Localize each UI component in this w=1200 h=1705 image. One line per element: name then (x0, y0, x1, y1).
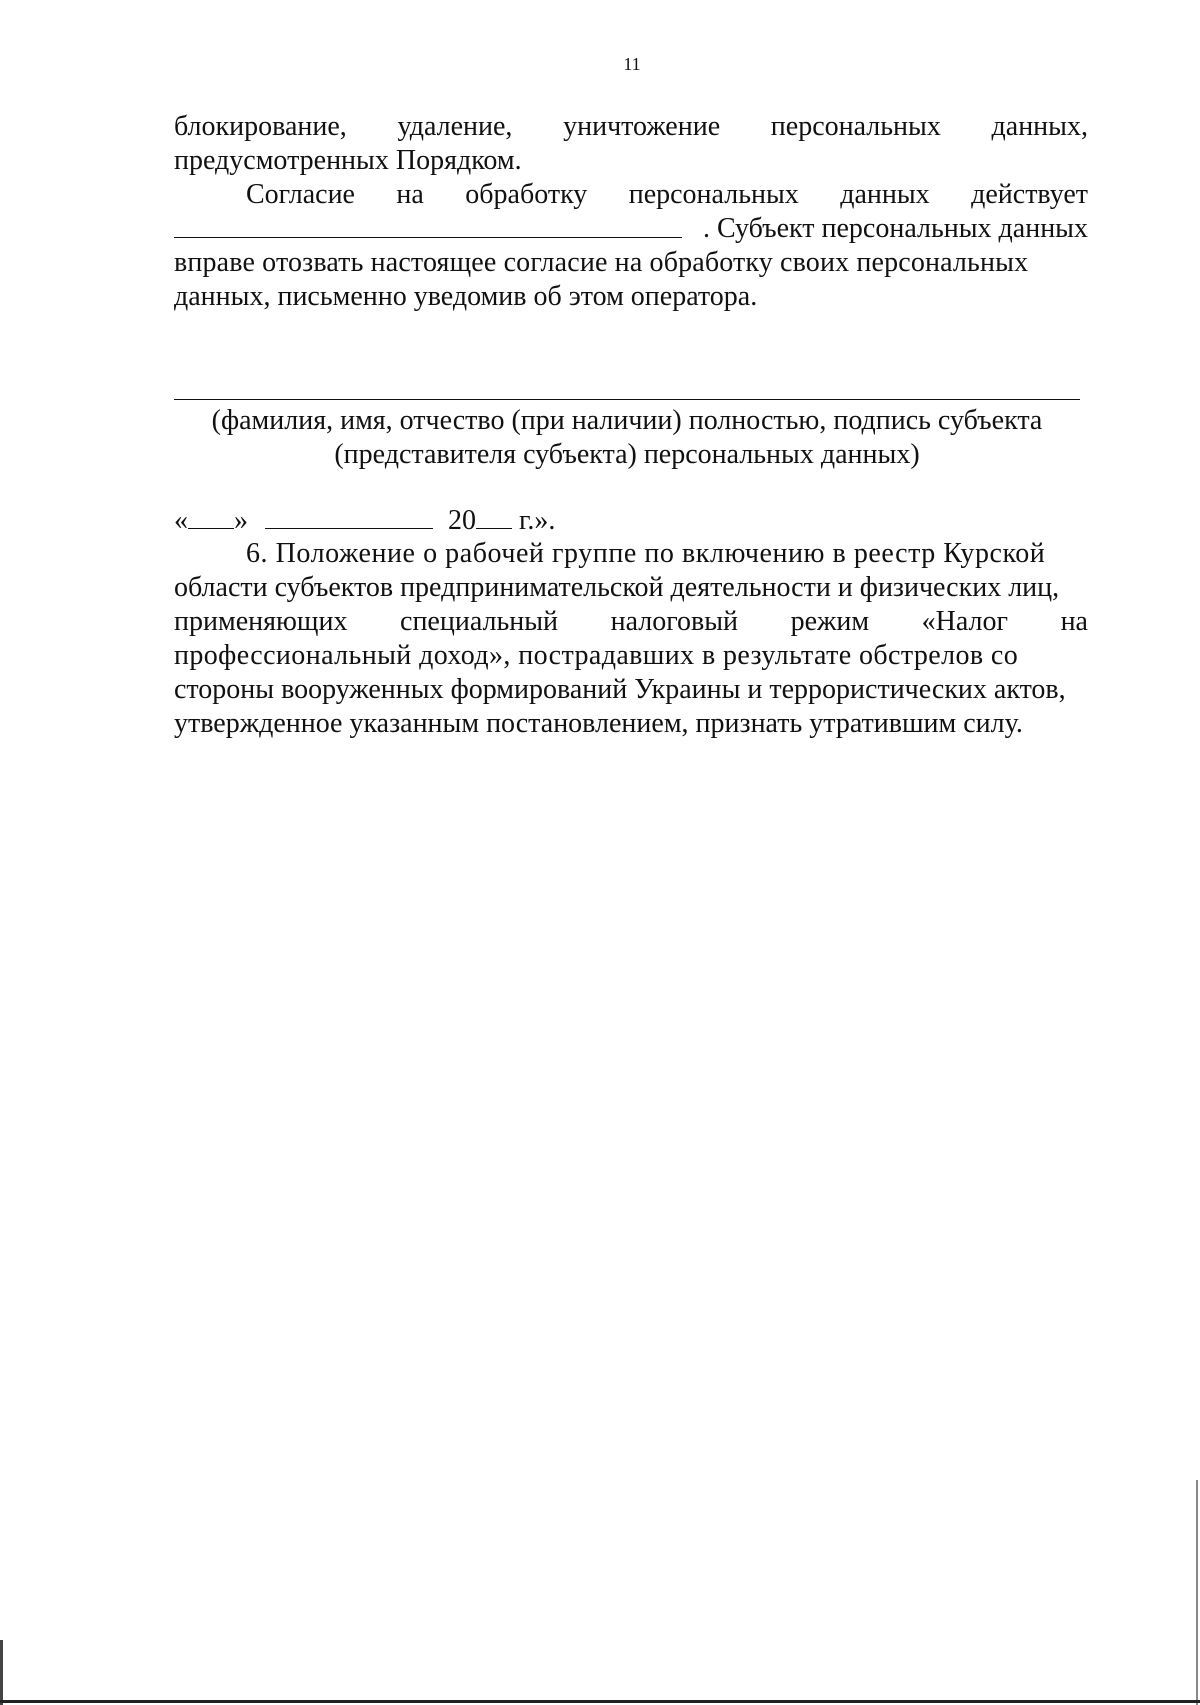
word: персональных (628, 179, 799, 210)
text-after-blank: . Субъект персональных данных (702, 213, 1088, 244)
word: на (396, 179, 424, 210)
paragraph-line: данных, письменно уведомив об этом оператора. (174, 281, 758, 312)
word: налоговый (610, 606, 739, 637)
signature-caption-line-1: (фамилия, имя, отчество (при наличии) полностью, подпись субъекта (211, 405, 1043, 436)
word: специальный (400, 606, 559, 637)
word: блокирование, (174, 111, 347, 142)
paragraph-line: предусмотренных Порядком. (174, 145, 522, 176)
month-blank-field (265, 503, 433, 529)
page-number: 11 (623, 54, 641, 74)
paragraph-line (174, 110, 1088, 144)
paragraph-line: стороны вооруженных формирований Украины и террористических актов, (174, 674, 1066, 705)
word: обработку (465, 179, 588, 210)
signature-line (174, 399, 1080, 400)
paragraph-line: утвержденное указанным постановлением, признать утратившим силу. (174, 708, 1023, 739)
year-prefix: 20 (448, 505, 476, 536)
word: режим (790, 606, 870, 637)
close-quote: » (234, 505, 248, 536)
word: персональных (770, 111, 941, 142)
date-line (174, 503, 1088, 538)
paragraph-line: области субъектов предпринимательской деятельности и физических лиц, (174, 572, 1060, 603)
scan-edge-right (1196, 1480, 1198, 1705)
word: данных (840, 179, 930, 210)
paragraph-line: вправе отозвать настоящее согласие на обработку своих персональных (174, 247, 1029, 278)
paragraph-line: профессиональный доход», пострадавших в результате обстрелов со (174, 640, 1019, 671)
word: «Налог (921, 606, 1008, 637)
date-suffix: г.». (512, 505, 556, 536)
paragraph-line: 6. Положение о рабочей группе по включению в реестр Курской (246, 538, 1046, 569)
year-blank-field (476, 503, 512, 529)
word: уничтожение (563, 111, 721, 142)
word: Согласие (246, 179, 355, 210)
word: действует (971, 179, 1088, 210)
paragraph-line (174, 212, 1088, 246)
day-blank-field (188, 503, 234, 529)
word: удаление, (397, 111, 513, 142)
paragraph-line (246, 178, 1088, 212)
open-quote: « (174, 505, 188, 536)
word: данных, (991, 111, 1088, 142)
scan-edge-left (0, 1640, 3, 1705)
word: на (1060, 606, 1088, 637)
word: применяющих (174, 606, 348, 637)
scan-edge-bottom (0, 1700, 1200, 1703)
signature-caption-line-2: (представителя субъекта) персональных данных) (334, 439, 920, 470)
paragraph-line (174, 605, 1088, 639)
duration-blank-field (174, 212, 682, 238)
